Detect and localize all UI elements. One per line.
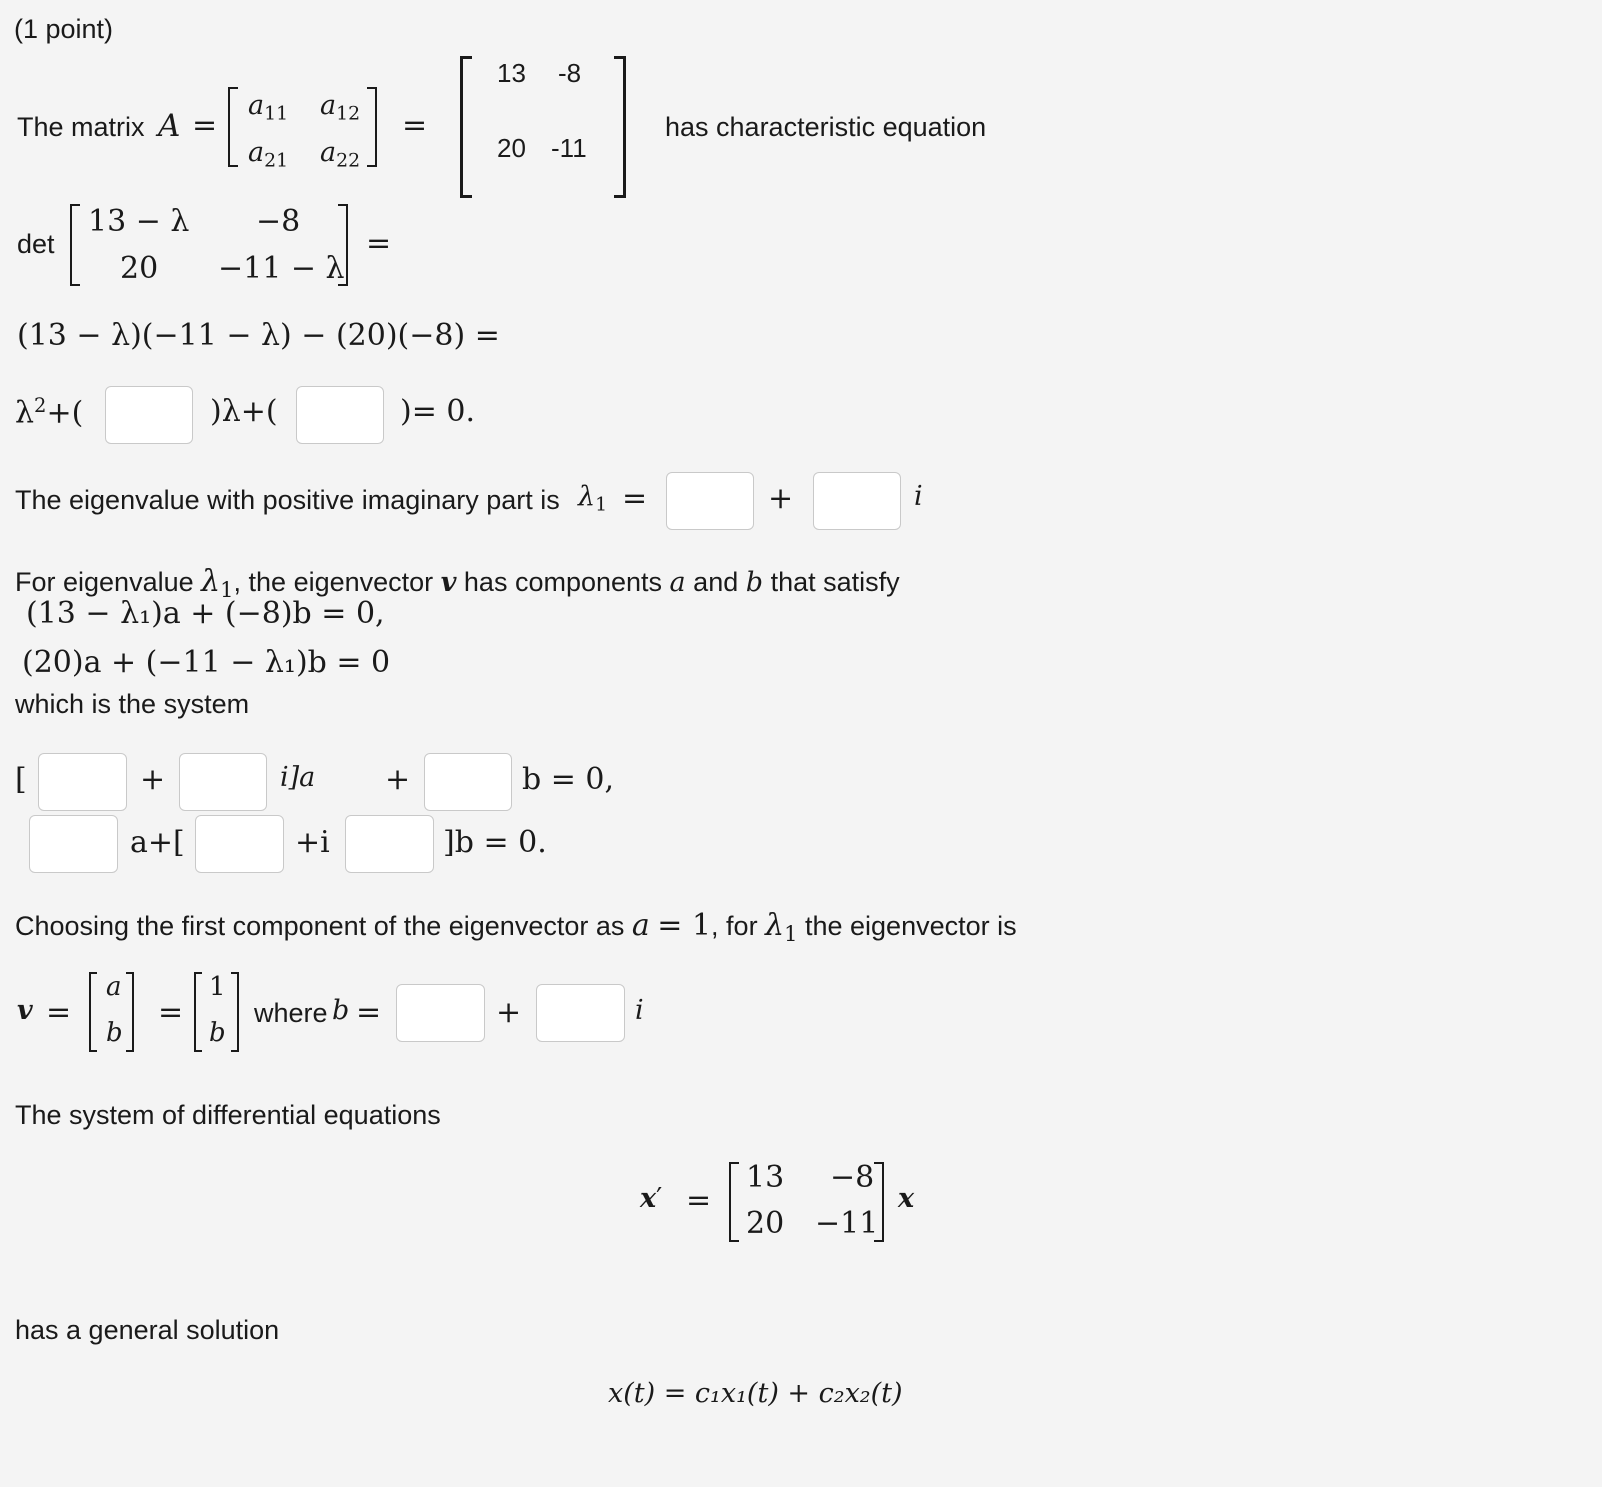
entry-a11: $a_{11}$: [248, 90, 289, 125]
vector-bottom-b: b: [209, 1018, 226, 1048]
bracket-right: [367, 87, 377, 167]
eigenvector-intro-line: For eigenvalue $\lambda_1$, the eigenvector v has components a and b that satisfy: [15, 564, 900, 602]
system-row2-imag-input[interactable]: [345, 815, 434, 873]
bracket-right: [338, 204, 348, 286]
choose-line: Choosing the first component of the eigenvector as a = 1, for $\lambda_1$ the eigenvector is: [15, 908, 1017, 946]
equals-sign: =: [192, 108, 218, 143]
characteristic-label: has characteristic equation: [665, 112, 987, 142]
vector-v: v: [17, 995, 33, 1026]
system-de-label: The system of differential equations: [15, 1100, 441, 1130]
where-label: where: [254, 998, 328, 1028]
bracket-right: [126, 972, 134, 1052]
imaginary-unit: i: [914, 481, 923, 512]
equals-zero: )= 0.: [400, 394, 475, 429]
det-label: det: [17, 229, 55, 259]
equals-sign: =: [622, 481, 648, 516]
equals-sign: =: [158, 995, 184, 1030]
bracket-right: [874, 1162, 884, 1242]
general-solution-label: has a general solution: [15, 1315, 280, 1345]
lambda-1: $\lambda_1$: [578, 481, 608, 516]
x-prime: x′: [640, 1183, 663, 1214]
bracket-right: [614, 56, 626, 198]
x-vector: x: [898, 1183, 915, 1214]
bracket-left: [460, 56, 472, 198]
det-entry-11: 13 − λ: [88, 204, 190, 239]
lambda-squared: $\lambda^2+$(: [15, 394, 84, 431]
i-a-term: i]a: [280, 762, 316, 793]
row2-end: ]b = 0.: [443, 825, 547, 860]
b-imag-input[interactable]: [536, 984, 625, 1042]
system-row1-b-input[interactable]: [424, 753, 512, 811]
eigenvector-equation-2: (20)a + (−11 − λ₁)b = 0: [22, 645, 391, 680]
entry-a22: $a_{22}$: [320, 137, 361, 172]
equals-sign-2: =: [402, 108, 428, 143]
vector-bottom-b: b: [106, 1018, 123, 1048]
value-neg11: -11: [551, 133, 587, 163]
system-row2-a-input[interactable]: [29, 815, 118, 873]
bracket-left: [729, 1162, 739, 1242]
a-plus-bracket: a+[: [130, 825, 185, 860]
equals-sign: =: [366, 226, 392, 261]
system-label: which is the system: [15, 689, 250, 719]
de-entry-11: 13: [746, 1160, 785, 1195]
system-row1-real-input[interactable]: [38, 753, 127, 811]
lambda-coefficient-input[interactable]: [105, 386, 193, 444]
value-20: 20: [497, 133, 526, 163]
eigenvalue-imag-input[interactable]: [813, 472, 901, 530]
points-label: (1 point): [14, 14, 114, 44]
constant-coefficient-input[interactable]: [296, 386, 384, 444]
bracket-right: [231, 972, 239, 1052]
plus-sign: +: [140, 762, 166, 797]
eigenvector-equation-1: (13 − λ₁)a + (−8)b = 0,: [26, 596, 385, 631]
open-bracket: [: [15, 762, 27, 797]
bracket-left: [228, 87, 238, 167]
eigenvalue-label: The eigenvalue with positive imaginary part is: [15, 485, 560, 515]
entry-a12: $a_{12}$: [320, 90, 361, 125]
det-entry-12: −8: [256, 204, 301, 239]
de-entry-21: 20: [746, 1206, 785, 1241]
bracket-left: [70, 204, 80, 286]
row1-end: b = 0,: [522, 762, 615, 797]
lambda-term: )λ+(: [210, 394, 278, 429]
value-neg8: -8: [558, 58, 582, 88]
bracket-left: [194, 972, 202, 1052]
vector-top-1: 1: [209, 972, 226, 1002]
plus-sign: +: [385, 762, 411, 797]
general-solution-equation: x(t) = c₁x₁(t) + c₂x₂(t): [608, 1378, 903, 1409]
equals-sign: =: [356, 995, 382, 1030]
bracket-left: [89, 972, 97, 1052]
entry-a21: $a_{21}$: [248, 137, 289, 172]
det-entry-22: −11 − λ: [218, 251, 345, 286]
value-13: 13: [497, 58, 526, 88]
de-entry-22: −11: [815, 1206, 879, 1241]
vector-top-a: a: [106, 972, 122, 1002]
det-entry-21: 20: [120, 251, 159, 286]
plus-i-term: +i: [295, 825, 330, 860]
plus-sign: +: [496, 995, 522, 1030]
b-symbol: b: [332, 995, 350, 1026]
de-entry-12: −8: [830, 1160, 875, 1195]
matrix-intro-prefix: The matrix: [17, 112, 145, 142]
matrix-symbol-a: A: [158, 108, 181, 144]
imaginary-unit: i: [635, 995, 644, 1026]
system-row2-real-input[interactable]: [195, 815, 284, 873]
expansion-equation: (13 − λ)(−11 − λ) − (20)(−8) =: [17, 318, 500, 353]
system-row1-imag-input[interactable]: [179, 753, 267, 811]
eigenvalue-real-input[interactable]: [666, 472, 754, 530]
plus-sign: +: [768, 481, 794, 516]
equals-sign: =: [686, 1183, 712, 1218]
equals-sign: =: [46, 995, 72, 1030]
b-real-input[interactable]: [396, 984, 485, 1042]
